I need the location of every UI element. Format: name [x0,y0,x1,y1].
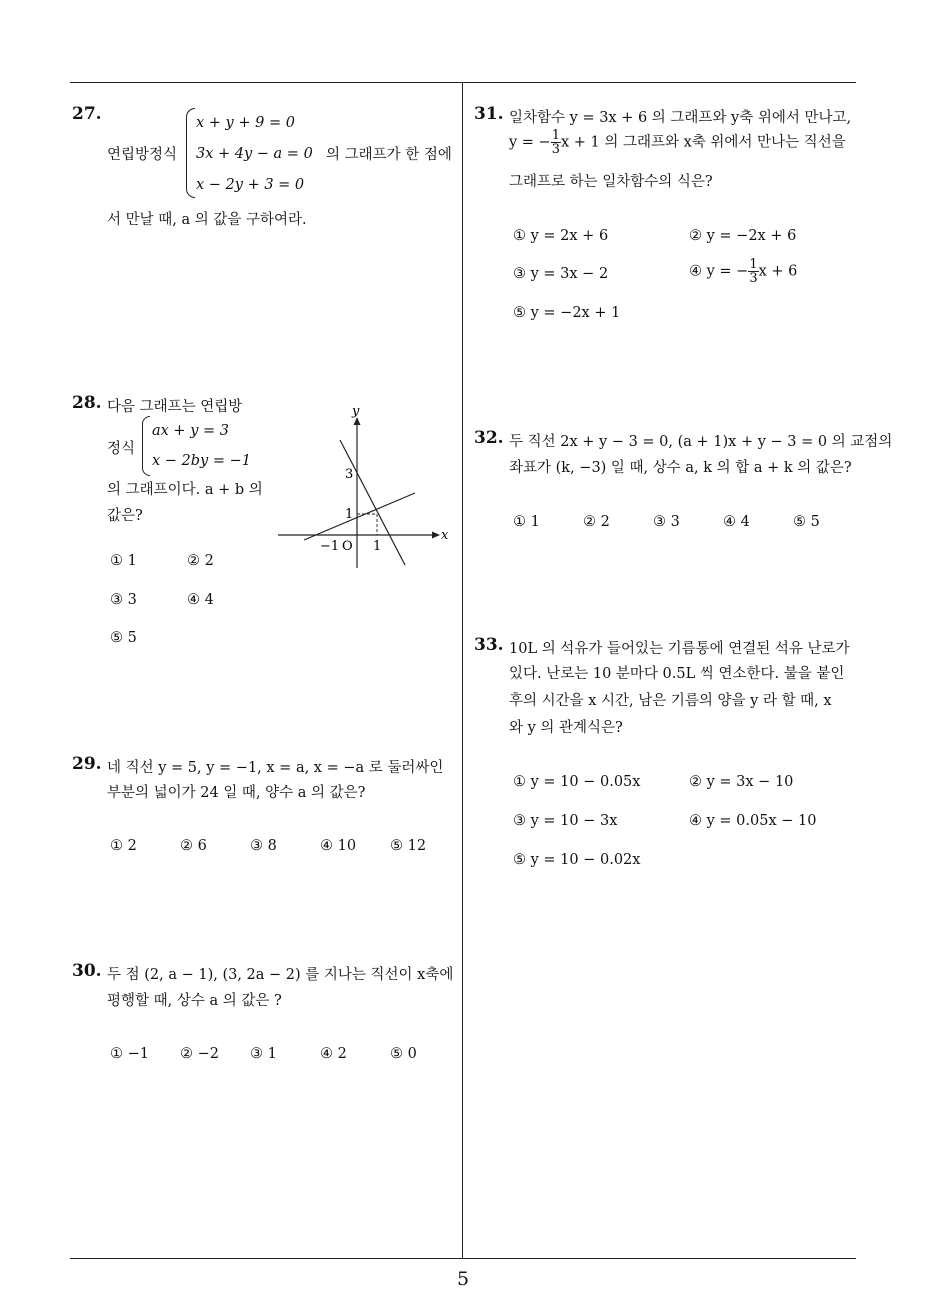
bottom-rule [70,1258,856,1259]
coordinate-graph [276,400,456,572]
answer-choice[interactable]: ⑤ 5 [110,630,137,646]
answer-choice[interactable]: ① 1 [110,553,137,569]
question-text: 일차함수 y = 3x + 6 의 그래프와 y축 위에서 만나고, [509,110,852,126]
y-axis-label: y [352,404,360,419]
answer-choice[interactable]: ① y = 10 − 0.05x [513,774,641,790]
equation: x + y + 9 = 0 [196,115,295,131]
answer-choice[interactable]: ① 1 [513,514,540,530]
question-text: 부분의 넓이가 24 일 때, 양수 a 의 값은? [107,785,366,801]
answer-choice[interactable] [689,258,797,285]
answer-choice[interactable]: ③ y = 3x − 2 [513,266,609,282]
question-number: 28. [72,393,102,413]
answer-choice[interactable]: ② y = 3x − 10 [689,774,794,790]
answer-choice[interactable]: ① y = 2x + 6 [513,228,609,244]
answer-choice[interactable]: ③ 3 [653,514,680,530]
question-text [509,129,846,156]
answer-choice[interactable]: ② 2 [187,553,214,569]
question-text: 와 y 의 관계식은? [509,720,623,736]
tick-label: −1 [320,539,340,554]
question-text: 좌표가 (k, −3) 일 때, 상수 a, k 의 합 a + k 의 값은? [509,460,852,476]
answer-choice[interactable]: ⑤ 12 [390,838,427,854]
tick-label: 1 [373,539,382,554]
column-divider [462,82,463,1258]
answer-choice[interactable]: ④ 2 [320,1046,347,1062]
equation: 3x + 4y − a = 0 [196,146,313,162]
question-number: 32. [474,428,504,448]
x-axis-arrow [432,532,440,539]
system-brace [142,416,150,476]
answer-choice[interactable]: ④ 4 [187,592,214,608]
system-brace [186,108,195,198]
equation: x − 2by = −1 [152,453,251,469]
question-text: 후의 시간을 x 시간, 남은 기름의 양을 y 라 할 때, x [509,693,832,709]
equation-part: x + 1 의 그래프와 x축 위에서 만나는 직선을 [561,134,846,151]
question-number: 31. [474,104,504,124]
question-text: 의 그래프이다. a + b 의 [107,482,263,498]
answer-choice[interactable]: ② 2 [583,514,610,530]
question-number: 30. [72,961,102,981]
tick-label: 1 [345,507,354,522]
fraction: $\frac{1}{3}$ [749,257,758,286]
page-number: 5 [456,1268,470,1290]
tick-label: 3 [345,467,354,482]
answer-choice[interactable]: ② y = −2x + 6 [689,228,797,244]
equation-part: ④ y = − [689,263,749,280]
answer-choice[interactable]: ③ 8 [250,838,277,854]
question-text: 그래프로 하는 일차함수의 식은? [509,174,713,190]
answer-choice[interactable]: ⑤ y = −2x + 1 [513,305,621,321]
top-rule [70,82,856,83]
question-text: 네 직선 y = 5, y = −1, x = a, x = −a 로 둘러싸인 [107,760,444,776]
question-text: 두 점 (2, a − 1), (3, 2a − 2) 를 지나는 직선이 x축에 [107,967,454,983]
question-text: 두 직선 2x + y − 3 = 0, (a + 1)x + y − 3 = 0 의 교점의 [509,434,893,450]
answer-choice[interactable]: ② −2 [180,1046,219,1062]
question-text: 있다. 난로는 10 분마다 0.5L 씩 연소한다. 불을 붙인 [509,666,845,682]
question-text: 값은? [107,508,143,524]
answer-choice[interactable]: ⑤ 5 [793,514,820,530]
equation-part: x + 6 [758,263,798,280]
question-number: 27. [72,104,102,124]
answer-choice[interactable]: ⑤ 0 [390,1046,417,1062]
question-text: 정식 [107,441,136,457]
equation-part: y = − [509,134,551,151]
answer-choice[interactable]: ④ y = 0.05x − 10 [689,813,817,829]
equation: x − 2y + 3 = 0 [196,177,305,193]
origin-label: O [342,539,353,554]
answer-choice[interactable]: ③ y = 10 − 3x [513,813,618,829]
answer-choice[interactable]: ④ 4 [723,514,750,530]
x-axis-label: x [441,528,449,543]
answer-choice[interactable]: ④ 10 [320,838,357,854]
answer-choice[interactable]: ② 6 [180,838,207,854]
answer-choice[interactable]: ③ 1 [250,1046,277,1062]
question-text: 10L 의 석유가 들어있는 기름통에 연결된 석유 난로가 [509,641,850,657]
question-text: 연립방정식 [107,147,178,163]
answer-choice[interactable]: ⑤ y = 10 − 0.02x [513,852,641,868]
question-number: 29. [72,754,102,774]
answer-choice[interactable]: ① 2 [110,838,137,854]
question-text: 의 그래프가 한 점에 [326,147,452,163]
question-text: 서 만날 때, a 의 값을 구하여라. [107,212,307,228]
question-number: 33. [474,635,504,655]
question-text: 다음 그래프는 연립방 [107,399,243,415]
answer-choice[interactable]: ③ 3 [110,592,137,608]
answer-choice[interactable]: ① −1 [110,1046,149,1062]
equation: ax + y = 3 [152,423,229,439]
question-text: 평행할 때, 상수 a 의 값은 ? [107,993,282,1009]
line-graph-2 [304,493,415,540]
fraction: $\frac{1}{3}$ [551,128,560,157]
